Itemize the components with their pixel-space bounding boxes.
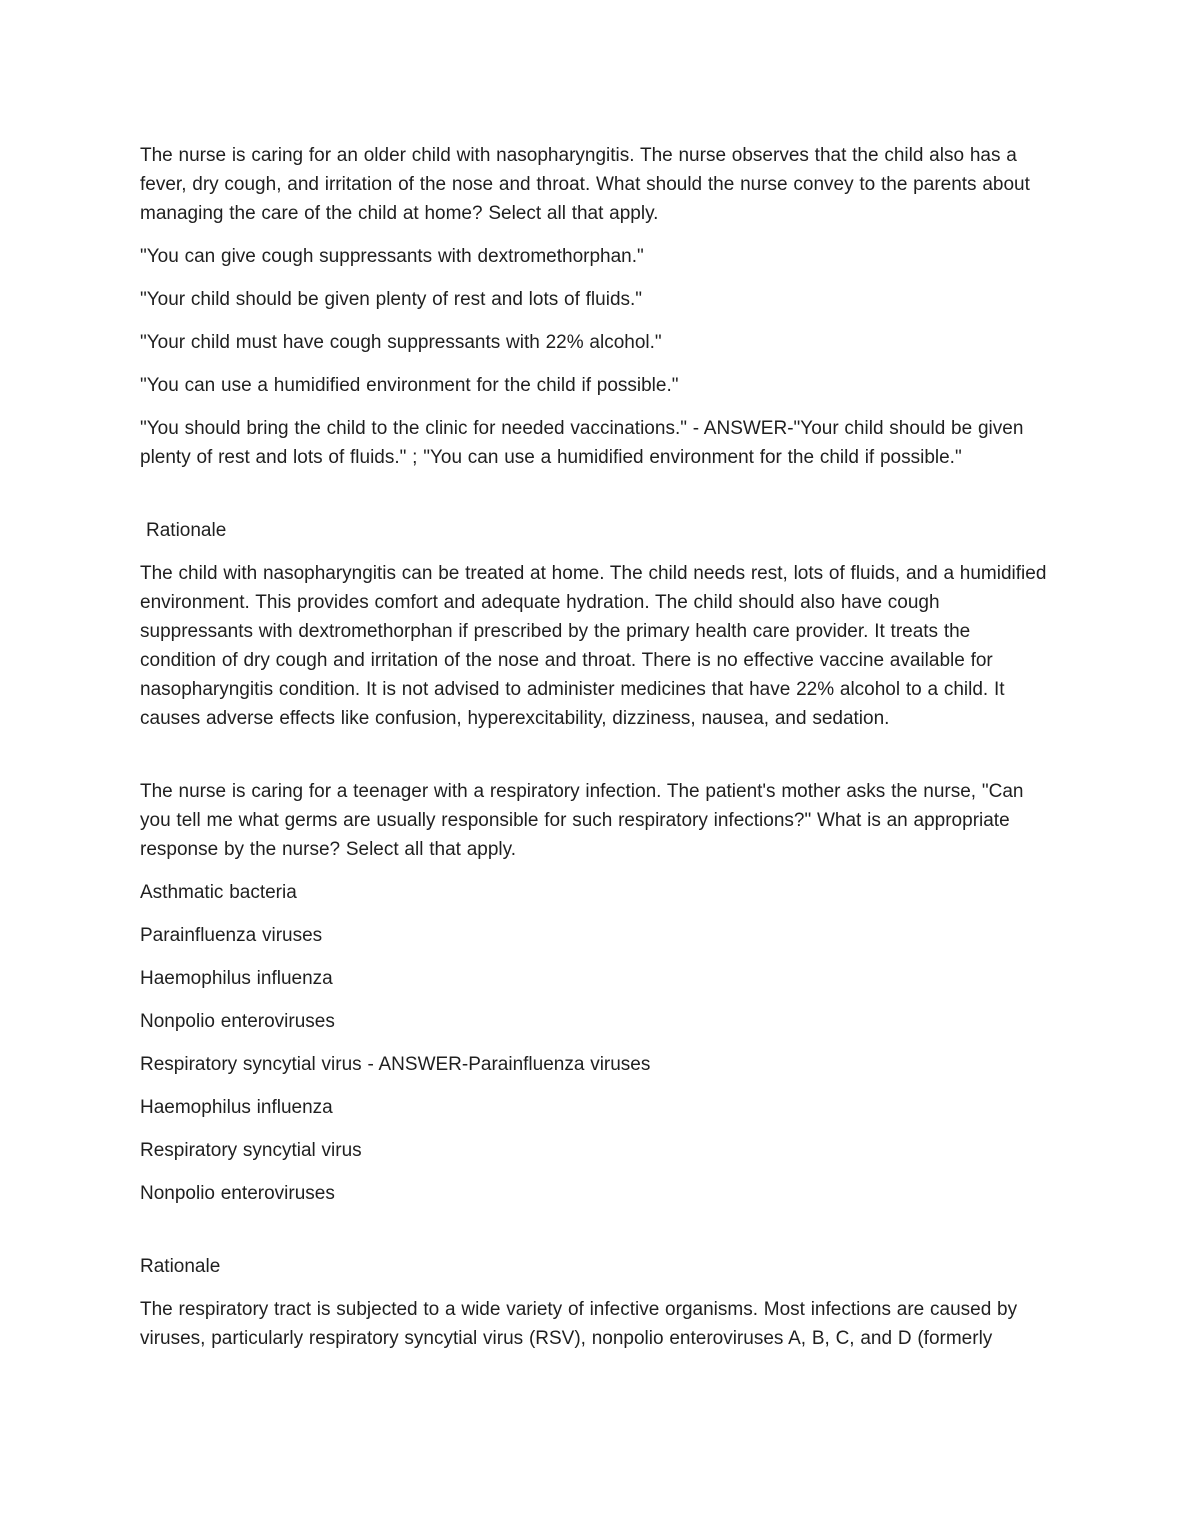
question-2-answer-item-2: Haemophilus influenza bbox=[140, 1097, 333, 1118]
question-1-answer-line: "You should bring the child to the clinic for needed vaccinations." - ANSWER-"Your child should be given plenty of rest and lots of fluids." ; "You can use a humidified environment for the child if possible." bbox=[140, 418, 1024, 468]
question-2-answer-line: Respiratory syncytial virus - ANSWER-Parainfluenza viruses bbox=[140, 1054, 651, 1075]
question-2-text: The nurse is caring for a teenager with a respiratory infection. The patient's mother asks the nurse, "Can you tell me what germs are usually responsible for such respiratory infections?" What is an appropriate response by the nurse? Select all that apply. bbox=[140, 781, 1024, 860]
rationale-text-2: The respiratory tract is subjected to a wide variety of infective organisms. Most infections are caused by viruses, particularly respiratory syncytial virus (RSV), nonpolio enteroviruses A, B, C, and D (formerly bbox=[140, 1299, 1018, 1349]
question-2-answer-item-4: Nonpolio enteroviruses bbox=[140, 1183, 335, 1204]
question-1-option-3: "Your child must have cough suppressants with 22% alcohol." bbox=[140, 332, 662, 353]
question-1-text: The nurse is caring for an older child with nasopharyngitis. The nurse observes that the child also has a fever, dry cough, and irritation of the nose and throat. What should the nurse convey to the parents about managing the care of the child at home? Select all that apply. bbox=[140, 145, 1030, 224]
question-2-option-2: Parainfluenza viruses bbox=[140, 925, 323, 946]
question-1-option-1: "You can give cough suppressants with dextromethorphan." bbox=[140, 246, 644, 267]
question-1-option-4: "You can use a humidified environment for the child if possible." bbox=[140, 375, 679, 396]
question-2-option-1: Asthmatic bacteria bbox=[140, 882, 297, 903]
question-2-option-3: Haemophilus influenza bbox=[140, 968, 333, 989]
rationale-heading-2: Rationale bbox=[140, 1256, 221, 1277]
question-2-option-4: Nonpolio enteroviruses bbox=[140, 1011, 335, 1032]
rationale-heading-1: Rationale bbox=[146, 520, 227, 541]
rationale-text-1: The child with nasopharyngitis can be treated at home. The child needs rest, lots of fluids, and a humidified environment. This provides comfort and adequate hydration. The child should also have cough suppressants with dextromethorphan if prescribed by the primary health care provider. It treats the condition of dry cough and irritation of the nose and throat. There is no effective vaccine available for nasopharyngitis condition. It is not advised to administer medicines that have 22% alcohol to a child. It causes adverse effects like confusion, hyperexcitability, dizziness, nausea, and sedation. bbox=[140, 563, 1047, 729]
question-1-option-2: "Your child should be given plenty of rest and lots of fluids." bbox=[140, 289, 643, 310]
question-2-answer-item-3: Respiratory syncytial virus bbox=[140, 1140, 362, 1161]
